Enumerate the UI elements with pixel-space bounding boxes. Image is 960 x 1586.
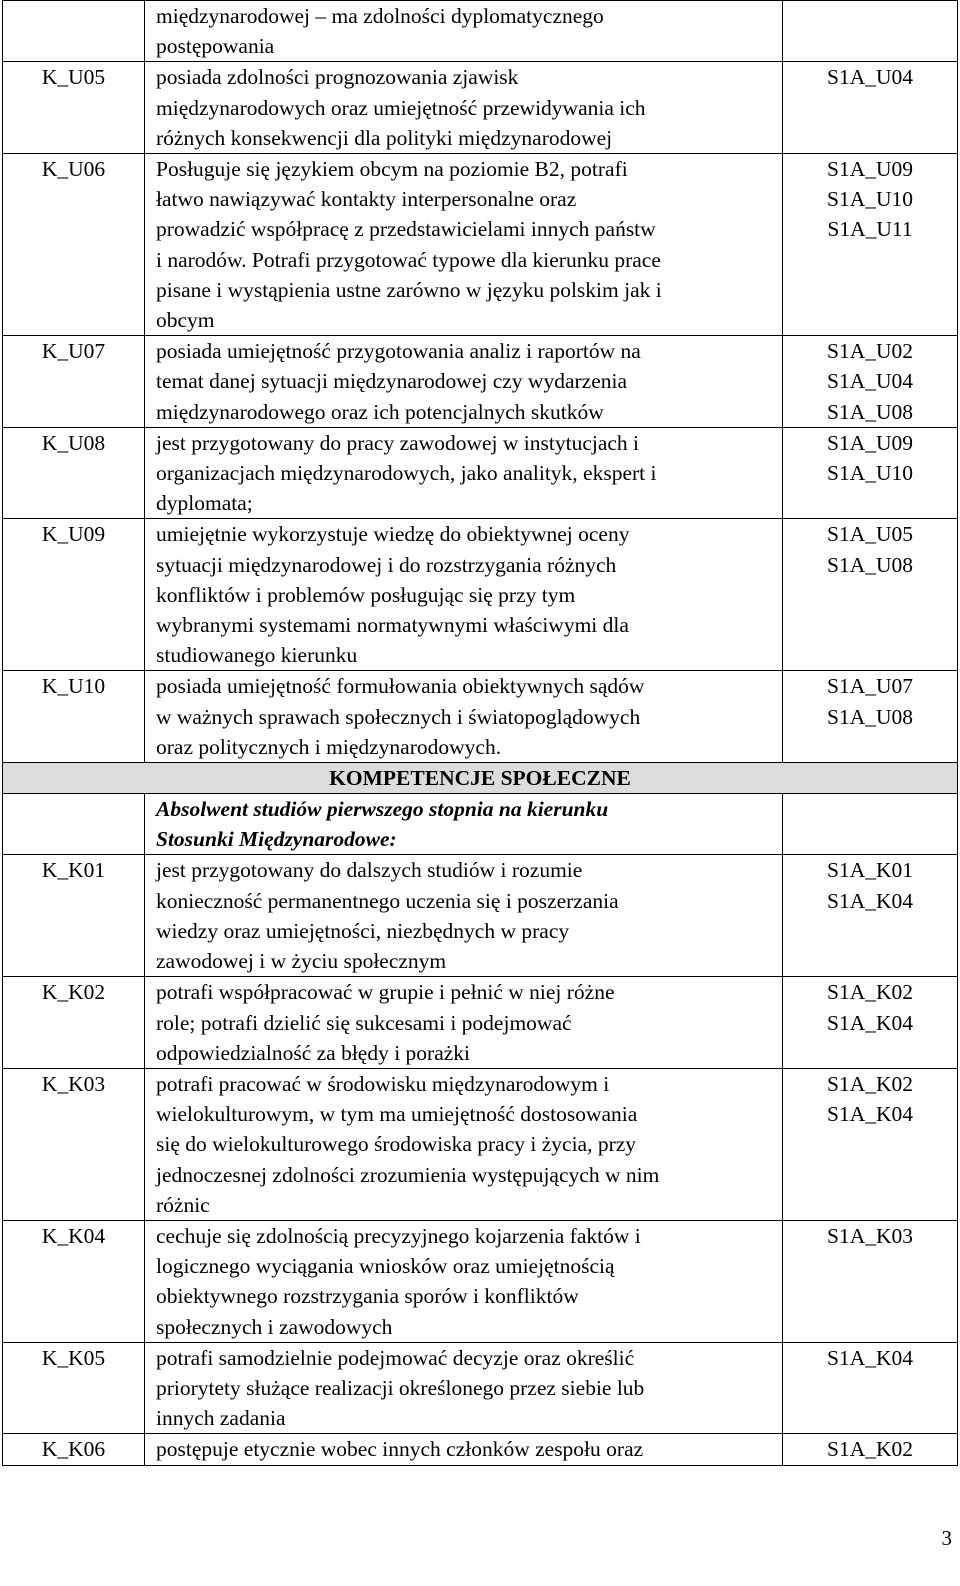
outcome-code: K_U08: [3, 427, 145, 519]
description-line: i narodów. Potrafi przygotować typowe dla kierunku prace: [156, 247, 661, 272]
description-line: obcym: [156, 308, 215, 333]
area-outcome-refs: [783, 154, 958, 336]
outcome-description: [145, 1342, 783, 1434]
intro-code-cell: [3, 794, 145, 855]
area-outcome-ref: S1A_K02: [826, 980, 913, 1005]
skills-section-body: [3, 1, 958, 763]
outcome-code: K_K05: [3, 1342, 145, 1434]
description-line: potrafi współpracować w grupie i pełnić w niej różne: [156, 980, 615, 1005]
description-line: różnych konsekwencji dla polityki międzynarodowej: [156, 125, 613, 150]
area-outcome-ref: S1A_K04: [826, 1345, 913, 1370]
description-line: prowadzić współpracę z przedstawicielami innych państw: [156, 217, 656, 242]
description-line: temat danej sytuacji międzynarodowej czy wydarzenia: [156, 369, 628, 394]
intro-line: Absolwent studiów pierwszego stopnia na kierunku: [156, 797, 609, 822]
description-line: różnic: [156, 1192, 210, 1217]
social-competences-header-body: [3, 763, 958, 855]
outcome-code: K_U10: [3, 671, 145, 763]
outcome-description: [145, 154, 783, 336]
outcome-code: K_K03: [3, 1068, 145, 1220]
area-outcome-refs: [783, 1434, 958, 1465]
area-outcome-refs: [783, 1, 958, 62]
description-line: umiejętnie wykorzystuje wiedzę do obiektywnej oceny: [156, 522, 630, 547]
area-outcome-ref: S1A_U04: [826, 369, 913, 394]
description-line: studiowanego kierunku: [156, 643, 358, 668]
description-line: się do wielokulturowego środowiska pracy i życia, przy: [156, 1132, 637, 1157]
description-line: międzynarodowych oraz umiejętność przewidywania ich: [156, 95, 646, 120]
description-line: w ważnych sprawach społecznych i światopoglądowych: [156, 704, 641, 729]
description-line: priorytety służące realizacji określonego przez siebie lub: [156, 1375, 645, 1400]
outcome-code: K_U05: [3, 62, 145, 154]
outcome-description: [145, 336, 783, 428]
area-outcome-ref: S1A_U02: [826, 339, 913, 364]
page-number: 3: [941, 1526, 952, 1550]
description-line: społecznych i zawodowych: [156, 1314, 393, 1339]
outcome-row: [3, 671, 958, 763]
area-outcome-ref: S1A_U11: [827, 217, 913, 242]
area-outcome-ref: S1A_U08: [826, 552, 913, 577]
outcome-row: [3, 336, 958, 428]
area-outcome-refs: [783, 336, 958, 428]
outcome-row: [3, 977, 958, 1069]
area-outcome-ref: S1A_K04: [826, 1010, 913, 1035]
description-line: postępuje etycznie wobec innych członków zespołu oraz: [156, 1437, 644, 1462]
area-outcome-ref: S1A_K01: [826, 858, 913, 883]
description-line: dyplomata;: [156, 491, 253, 516]
outcome-code: K_K04: [3, 1220, 145, 1342]
area-outcome-refs: [783, 855, 958, 977]
area-outcome-ref: S1A_K04: [826, 888, 913, 913]
area-outcome-refs: [783, 62, 958, 154]
description-line: obiektywnego rozstrzygania sporów i konfliktów: [156, 1284, 579, 1309]
area-outcome-ref: S1A_K04: [826, 1102, 913, 1127]
outcome-row: [3, 1, 958, 62]
outcome-description: [145, 671, 783, 763]
section-header-row: [3, 763, 958, 794]
description-line: jednoczesnej zdolności zrozumienia występujących w nim: [156, 1162, 660, 1187]
area-outcome-ref: S1A_U08: [826, 399, 913, 424]
intro-line: Stosunki Międzynarodowe:: [156, 827, 397, 852]
outcome-code: K_K02: [3, 977, 145, 1069]
area-outcome-ref: S1A_U09: [826, 157, 913, 182]
description-line: odpowiedzialność za błędy i porażki: [156, 1040, 471, 1065]
outcome-row: [3, 855, 958, 977]
description-line: konieczność permanentnego uczenia się i poszerzania: [156, 888, 619, 913]
description-line: Posługuje się językiem obcym na poziomie B2, potrafi: [156, 157, 628, 182]
description-line: cechuje się zdolnością precyzyjnego kojarzenia faktów i: [156, 1223, 641, 1248]
description-line: posiada umiejętność formułowania obiektywnych sądów: [156, 674, 645, 699]
description-line: łatwo nawiązywać kontakty interpersonalne oraz: [156, 187, 577, 212]
outcome-description: [145, 427, 783, 519]
outcome-description: [145, 519, 783, 671]
description-line: wiedzy oraz umiejętności, niezbędnych w pracy: [156, 918, 570, 943]
outcome-row: [3, 427, 958, 519]
area-outcome-ref: S1A_U04: [826, 65, 913, 90]
outcome-code: K_K01: [3, 855, 145, 977]
section-header-social-competences: KOMPETENCJE SPOŁECZNE: [3, 763, 958, 794]
description-line: sytuacji międzynarodowej i do rozstrzygania różnych: [156, 552, 617, 577]
competences-section-body: [3, 855, 958, 1465]
outcome-description: [145, 855, 783, 977]
outcome-code: [3, 1, 145, 62]
area-outcome-ref: S1A_K02: [826, 1437, 913, 1462]
area-outcome-ref: S1A_K02: [826, 1071, 913, 1096]
area-outcome-refs: [783, 671, 958, 763]
outcome-description: [145, 62, 783, 154]
area-outcome-ref: S1A_U10: [826, 461, 913, 486]
area-outcome-ref: S1A_U10: [826, 187, 913, 212]
outcome-code: K_U07: [3, 336, 145, 428]
outcome-row: [3, 1434, 958, 1465]
outcome-description: [145, 977, 783, 1069]
outcome-row: [3, 1068, 958, 1220]
description-line: potrafi samodzielnie podejmować decyzje oraz określić: [156, 1345, 635, 1370]
area-outcome-ref: S1A_U05: [826, 522, 913, 547]
intro-refs-cell: [783, 794, 958, 855]
area-outcome-ref: S1A_U07: [826, 674, 913, 699]
outcome-code: K_U06: [3, 154, 145, 336]
area-outcome-refs: [783, 1220, 958, 1342]
area-outcome-ref: S1A_K03: [826, 1223, 913, 1248]
description-line: jest przygotowany do pracy zawodowej w instytucjach i: [156, 430, 640, 455]
outcome-description: [145, 1434, 783, 1465]
description-line: konfliktów i problemów posługując się przy tym: [156, 582, 576, 607]
area-outcome-refs: [783, 1342, 958, 1434]
area-outcome-refs: [783, 977, 958, 1069]
outcome-row: [3, 519, 958, 671]
intro-text-cell: [145, 794, 783, 855]
description-line: wielokulturowym, w tym ma umiejętność dostosowania: [156, 1102, 638, 1127]
description-line: postępowania: [156, 34, 275, 59]
area-outcome-refs: [783, 1068, 958, 1220]
description-line: zawodowej i w życiu społecznym: [156, 949, 447, 974]
outcome-description: [145, 1068, 783, 1220]
description-line: międzynarodowej – ma zdolności dyplomatycznego: [156, 4, 604, 28]
area-outcome-ref: S1A_U09: [826, 430, 913, 455]
description-line: wybranymi systemami normatywnymi właściwymi dla: [156, 613, 629, 638]
description-line: logicznego wyciągania wniosków oraz umiejętnością: [156, 1254, 615, 1279]
area-outcome-refs: [783, 519, 958, 671]
description-line: pisane i wystąpienia ustne zarówno w języku polskim jak i: [156, 277, 662, 302]
learning-outcomes-table: [2, 0, 958, 1466]
outcome-row: [3, 1342, 958, 1434]
area-outcome-ref: S1A_U08: [826, 704, 913, 729]
description-line: innych zadania: [156, 1406, 286, 1431]
outcome-row: [3, 1220, 958, 1342]
outcome-row: [3, 62, 958, 154]
description-line: potrafi pracować w środowisku międzynarodowym i: [156, 1071, 610, 1096]
outcome-description: [145, 1, 783, 62]
description-line: oraz politycznych i międzynarodowych.: [156, 734, 502, 759]
description-line: międzynarodowego oraz ich potencjalnych skutków: [156, 399, 604, 424]
area-outcome-refs: [783, 427, 958, 519]
description-line: jest przygotowany do dalszych studiów i rozumie: [156, 858, 583, 883]
outcome-code: K_U09: [3, 519, 145, 671]
outcome-code: K_K06: [3, 1434, 145, 1465]
intro-row: [3, 794, 958, 855]
description-line: posiada zdolności prognozowania zjawisk: [156, 65, 519, 90]
description-line: role; potrafi dzielić się sukcesami i podejmować: [156, 1010, 572, 1035]
outcome-description: [145, 1220, 783, 1342]
outcome-row: [3, 154, 958, 336]
description-line: organizacjach międzynarodowych, jako analityk, ekspert i: [156, 461, 657, 486]
description-line: posiada umiejętność przygotowania analiz i raportów na: [156, 339, 641, 364]
